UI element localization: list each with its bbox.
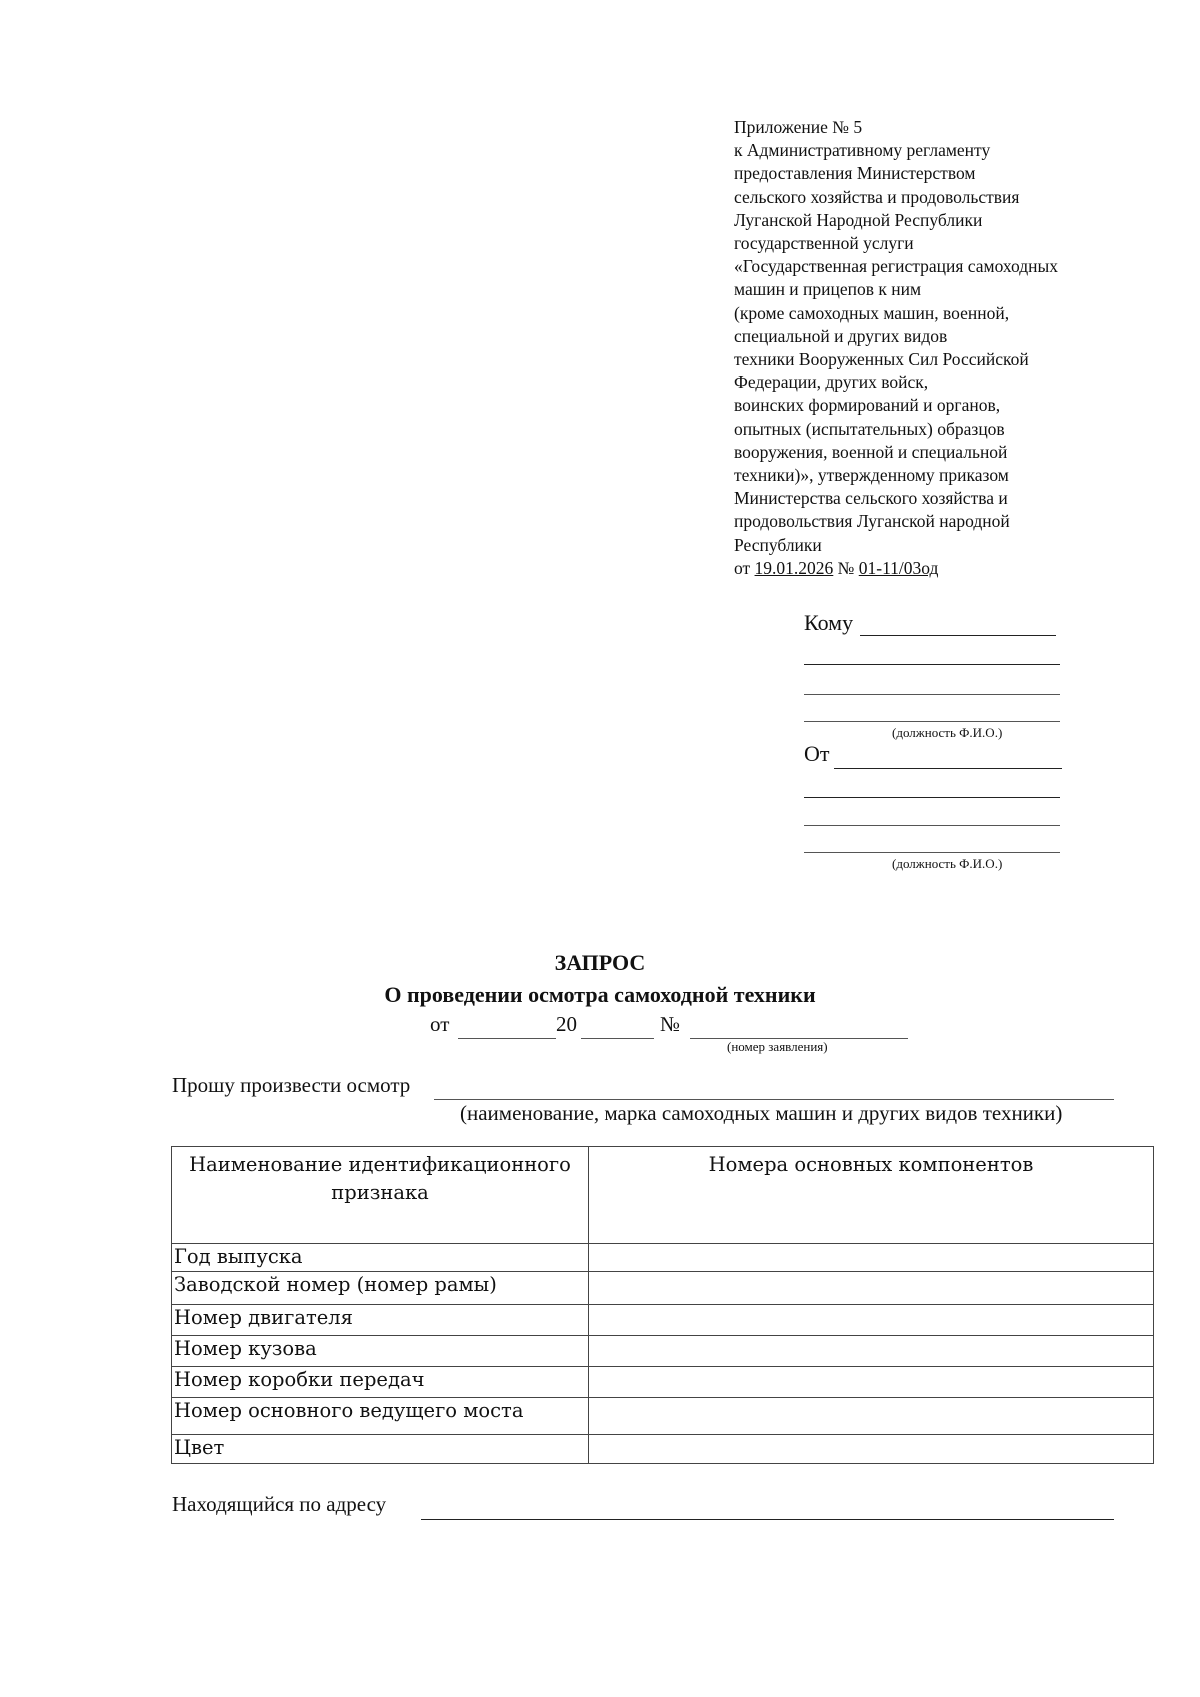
appendix-line: Министерства сельского хозяйства и — [734, 488, 1008, 509]
row-value-cell[interactable] — [589, 1244, 1154, 1272]
address-field[interactable] — [421, 1494, 1114, 1520]
column-header-attribute: Наименование идентификационного признака — [172, 1147, 589, 1244]
row-value-cell[interactable] — [589, 1367, 1154, 1398]
row-value-cell[interactable] — [589, 1336, 1154, 1367]
machine-name-hint: (наименование, марка самоходных машин и других видов техники) — [460, 1101, 1063, 1125]
row-label: Номер кузова — [172, 1336, 589, 1367]
table-row — [172, 1435, 1154, 1464]
row-label: Заводской номер (номер рамы) — [172, 1272, 589, 1305]
to-field[interactable] — [860, 609, 1056, 636]
machine-name-field[interactable] — [434, 1075, 1114, 1100]
to-field-line-4[interactable] — [804, 697, 1060, 722]
to-label: Кому — [804, 610, 854, 635]
appendix-line: специальной и других видов — [734, 325, 948, 346]
appendix-line: вооружения, военной и специальной — [734, 441, 1008, 462]
order-date: 19.01.2026 — [754, 557, 834, 578]
appendix-line: техники Вооруженных Сил Российской — [734, 349, 1029, 370]
appendix-line: опытных (испытательных) образцов — [734, 418, 1005, 439]
appendix-line: Федерации, других войск, — [734, 372, 929, 393]
appendix-line: продовольствия Луганской народной — [734, 511, 1010, 532]
document-title: ЗАПРОС — [554, 950, 646, 975]
number-sign: № — [660, 1012, 681, 1036]
order-number-sign: № — [837, 557, 855, 578]
date-day-month-field[interactable] — [458, 1014, 556, 1039]
from-label: От — [804, 741, 830, 766]
row-value-cell[interactable] — [589, 1305, 1154, 1336]
appendix-line: предоставления Министерством — [734, 163, 976, 184]
components-table — [171, 1146, 1154, 1464]
row-label: Номер двигателя — [172, 1305, 589, 1336]
appendix-line: сельского хозяйства и продовольствия — [734, 186, 1020, 207]
table-row — [172, 1336, 1154, 1367]
from-field[interactable] — [834, 742, 1062, 769]
column-header-components: Номера основных компонентов — [589, 1147, 1154, 1244]
to-field-line-2[interactable] — [804, 640, 1060, 665]
to-field-line-3[interactable] — [804, 670, 1060, 695]
table-row — [172, 1305, 1154, 1336]
row-label: Год выпуска — [172, 1244, 589, 1272]
row-label: Цвет — [172, 1435, 589, 1464]
from-field-line-4[interactable] — [804, 828, 1060, 853]
appendix-line: (кроме самоходных машин, военной, — [734, 302, 1010, 323]
date-prefix: от — [430, 1012, 450, 1036]
table-row — [172, 1272, 1154, 1305]
appendix-line: к Административному регламенту — [734, 140, 991, 161]
table-row — [172, 1367, 1154, 1398]
table-row — [172, 1244, 1154, 1272]
row-label: Номер основного ведущего моста — [172, 1398, 589, 1435]
appendix-line: техники)», утвержденному приказом — [734, 465, 1009, 486]
order-prefix: от — [734, 557, 751, 578]
request-text: Прошу произвести осмотр — [172, 1073, 411, 1097]
appendix-line: государственной услуги — [734, 233, 914, 254]
appendix-line: Луганской Народной Республики — [734, 209, 983, 230]
appendix-line: машин и прицепов к ним — [734, 279, 922, 300]
appendix-line: Приложение № 5 — [734, 117, 863, 137]
row-value-cell[interactable] — [589, 1435, 1154, 1464]
row-value-cell[interactable] — [589, 1398, 1154, 1435]
to-position-hint: (должность Ф.И.О.) — [892, 725, 1003, 740]
document-subtitle: О проведении осмотра самоходной техники — [384, 982, 816, 1007]
appendix-line: воинских формирований и органов, — [734, 395, 1001, 416]
order-number: 01-11/03од — [858, 557, 939, 578]
order-reference — [734, 557, 1174, 580]
row-value-cell[interactable] — [589, 1272, 1154, 1305]
date-year-prefix: 20 — [556, 1012, 577, 1036]
table-row — [172, 1398, 1154, 1435]
address-label: Находящийся по адресу — [172, 1492, 387, 1516]
from-position-hint: (должность Ф.И.О.) — [892, 856, 1003, 871]
application-number-hint: (номер заявления) — [727, 1039, 828, 1054]
appendix-line: «Государственная регистрация самоходных — [734, 256, 1058, 277]
appendix-block — [734, 116, 1174, 580]
appendix-line: Республики — [734, 534, 822, 555]
from-field-line-2[interactable] — [804, 773, 1060, 798]
table-header-row — [172, 1147, 1154, 1244]
from-field-line-3[interactable] — [804, 801, 1060, 826]
application-number-field[interactable] — [690, 1014, 908, 1039]
row-label: Номер коробки передач — [172, 1367, 589, 1398]
date-year-field[interactable] — [581, 1014, 654, 1039]
